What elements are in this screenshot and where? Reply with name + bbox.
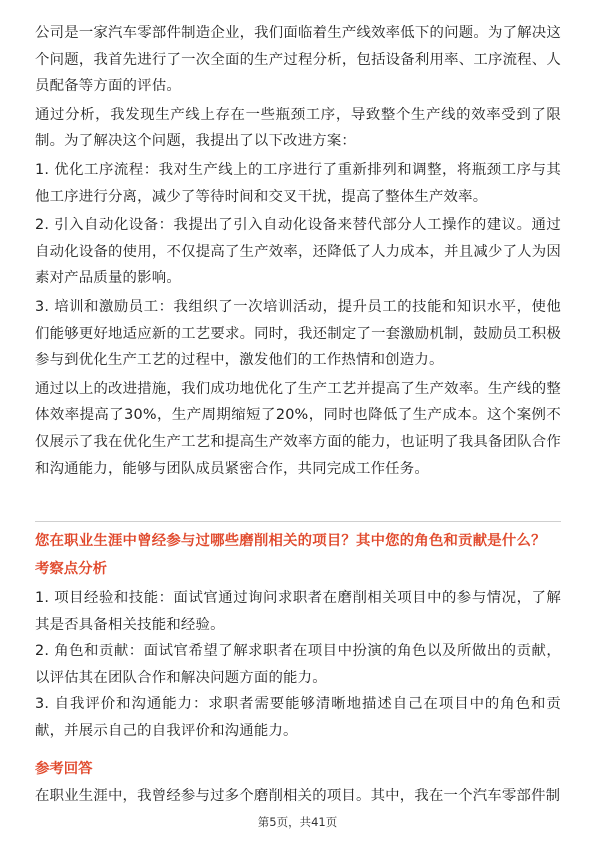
body-paragraph-2: 通过分析，我发现生产线上存在一些瓶颈工序，导致整个生产线的效率受到了限制。为了解决这个问题，我提出了以下改进方案： xyxy=(35,106,561,150)
page-number: 第5页，共41页 xyxy=(257,815,338,829)
analysis-point-2: 2. 角色和贡献：面试官希望了解求职者在项目中扮演的角色以及所做出的贡献，以评估其在团队合作和解决问题方面的能力。 xyxy=(35,643,561,686)
section-divider xyxy=(35,521,561,522)
analysis-point-1: 1. 项目经验和技能：面试官通过询问求职者在磨削相关项目中的参与情况，了解其是否具备相关技能和经验。 xyxy=(35,590,561,633)
analysis-point-3: 3. 自我评价和沟通能力：求职者需要能够清晰地描述自己在项目中的角色和贡献，并展示自己的自我评价和沟通能力。 xyxy=(35,696,561,739)
answer-heading: 参考回答 xyxy=(35,760,93,777)
analysis-heading: 考察点分析 xyxy=(35,561,107,577)
question-title: 您在职业生涯中曾经参与过哪些磨削相关的项目？其中您的角色和贡献是什么？ xyxy=(35,533,546,549)
body-paragraph-4: 2. 引入自动化设备：我提出了引入自动化设备来替代部分人工操作的建议。通过自动化设备的使用，不仅提高了生产效率，还降低了人力成本，并且减少了人为因素对产品质量的影响。 xyxy=(35,217,561,287)
answer-text: 在职业生涯中，我曾经参与过多个磨削相关的项目。其中，我在一个汽车零部件制 xyxy=(35,787,561,804)
body-paragraph-1: 公司是一家汽车零部件制造企业，我们面临着生产线效率低下的问题。为了解决这个问题，我首先进行了一次全面的生产过程分析，包括设备利用率、工序流程、人员配备等方面的评估。 xyxy=(35,25,561,95)
body-paragraph-6: 通过以上的改进措施，我们成功地优化了生产工艺并提高了生产效率。生产线的整体效率提高了30%，生产周期缩短了20%，同时也降低了生产成本。这个案例不仅展示了我在优化生产工艺和提高生产效率方面的能力，也证明了我具备团队合作和沟通能力，能够与团队成员紧密合作，共同完成工作任务。 xyxy=(35,380,561,477)
body-text xyxy=(35,20,561,484)
question-section xyxy=(35,529,561,809)
body-paragraph-5: 3. 培训和激励员工：我组织了一次培训活动，提升员工的技能和知识水平，使他们能够更好地适应新的工艺要求。同时，我还制定了一套激励机制，鼓励员工积极参与到优化生产工艺的过程中，激发他们的工作热情和创造力。 xyxy=(35,298,561,369)
body-paragraph-3: 1. 优化工序流程：我对生产线上的工序进行了重新排列和调整，将瓶颈工序与其他工序进行分离，减少了等待时间和交叉干扰，提高了整体生产效率。 xyxy=(35,161,561,205)
